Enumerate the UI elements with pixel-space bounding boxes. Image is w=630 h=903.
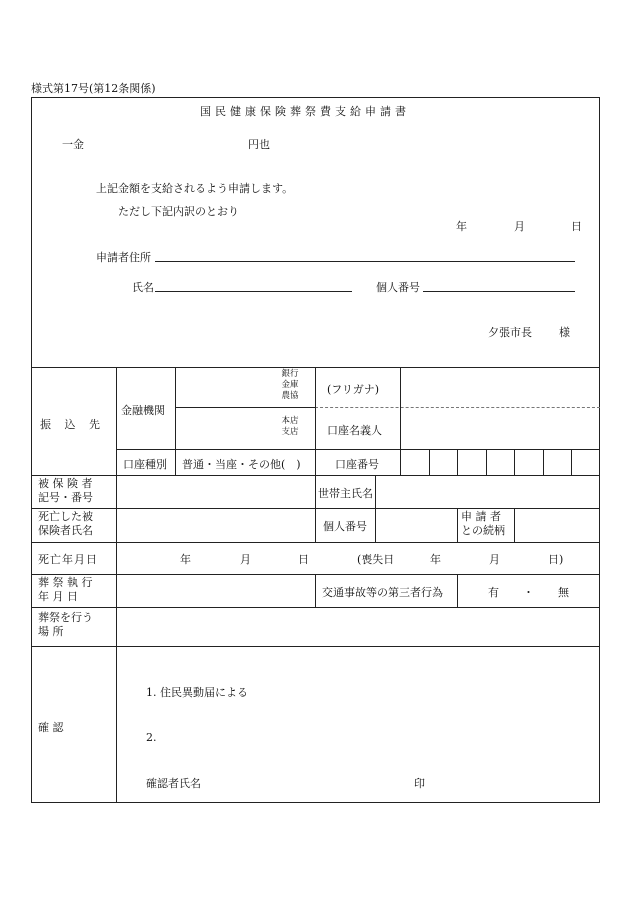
account-digit-divider bbox=[514, 449, 515, 475]
request-statement: 上記金額を支給されるよう申請します。 bbox=[96, 182, 294, 195]
bank-type-bank[interactable]: 銀行 bbox=[281, 369, 299, 379]
third-party-yes[interactable]: 有 bbox=[488, 586, 499, 599]
account-digit-divider bbox=[571, 449, 572, 475]
confirmation-item-2: 2. bbox=[146, 731, 157, 744]
grid-line bbox=[400, 367, 401, 475]
bank-type-credit[interactable]: 金庫 bbox=[281, 380, 299, 390]
grid-line bbox=[514, 508, 515, 542]
application-day-label: 日 bbox=[571, 220, 582, 233]
application-year-label: 年 bbox=[456, 220, 467, 233]
account-digit-divider bbox=[429, 449, 430, 475]
funeral-place-label: 葬祭を行う 場 所 bbox=[38, 611, 93, 638]
grid-line bbox=[457, 574, 458, 607]
application-month-label: 月 bbox=[514, 220, 525, 233]
furigana-label: (フリガナ) bbox=[327, 383, 380, 396]
applicant-name-line[interactable] bbox=[155, 291, 352, 292]
grid-line bbox=[315, 407, 600, 408]
breakdown-note: ただし下記内訳のとおり bbox=[118, 205, 239, 218]
third-party-no[interactable]: 無 bbox=[558, 586, 569, 599]
confirmer-name-label: 確認者氏名 bbox=[146, 777, 201, 790]
account-holder-label: 口座名義人 bbox=[327, 424, 382, 437]
loss-month-label: 月 bbox=[489, 553, 500, 566]
form-number: 様式第17号(第12条関係) bbox=[31, 82, 156, 95]
addressee-honorific: 様 bbox=[559, 326, 570, 339]
loss-day-close: 日) bbox=[548, 553, 564, 566]
bank-type-options bbox=[270, 369, 310, 402]
insured-number-label: 被 保 険 者 記号・番号 bbox=[38, 477, 93, 504]
amount-suffix: 円也 bbox=[248, 138, 270, 151]
grid-line bbox=[116, 367, 117, 803]
death-month-label: 月 bbox=[240, 553, 251, 566]
account-digit-divider bbox=[486, 449, 487, 475]
death-day-label: 日 bbox=[298, 553, 309, 566]
grid-line bbox=[315, 367, 316, 475]
death-year-label: 年 bbox=[180, 553, 191, 566]
grid-line bbox=[315, 574, 316, 607]
bank-type-coop[interactable]: 農協 bbox=[281, 391, 299, 401]
form-title: 国民健康保険葬祭費支給申請書 bbox=[200, 105, 410, 118]
applicant-personal-number-label: 個人番号 bbox=[376, 281, 420, 294]
account-number-label: 口座番号 bbox=[335, 458, 379, 471]
branch-type-options bbox=[270, 416, 310, 438]
third-party-separator: ・ bbox=[523, 586, 534, 599]
loss-date-open: (喪失日 bbox=[357, 553, 395, 566]
account-type-options[interactable]: 普通・当座・その他( ) bbox=[182, 458, 301, 471]
applicant-address-line[interactable] bbox=[155, 261, 575, 262]
branch-type-main[interactable]: 本店 bbox=[281, 416, 299, 426]
grid-line bbox=[175, 367, 176, 449]
amount-prefix: 一金 bbox=[62, 138, 84, 151]
funeral-date-label: 葬 祭 執 行 年 月 日 bbox=[38, 576, 93, 603]
financial-institution-label: 金融機関 bbox=[121, 404, 165, 417]
confirmation-label: 確 認 bbox=[38, 721, 64, 734]
applicant-personal-number-line[interactable] bbox=[423, 291, 575, 292]
applicant-address-label: 申請者住所 bbox=[96, 251, 151, 264]
relationship-label: 申 請 者 との続柄 bbox=[461, 510, 505, 537]
account-digit-divider bbox=[457, 449, 458, 475]
death-date-label: 死亡年月日 bbox=[38, 553, 98, 566]
addressee-name: 夕張市長 bbox=[488, 326, 532, 339]
third-party-act-label: 交通事故等の第三者行為 bbox=[322, 586, 443, 599]
grid-line bbox=[457, 508, 458, 542]
grid-line bbox=[116, 449, 600, 450]
deceased-personal-number-label: 個人番号 bbox=[323, 520, 367, 533]
deceased-name-label: 死亡した被 保険者氏名 bbox=[38, 510, 93, 537]
grid-line bbox=[315, 475, 316, 542]
account-type-label: 口座種別 bbox=[123, 458, 167, 471]
loss-year-label: 年 bbox=[430, 553, 441, 566]
account-digit-divider bbox=[543, 449, 544, 475]
grid-line bbox=[375, 475, 376, 542]
seal-mark: 印 bbox=[414, 777, 425, 790]
confirmation-item-1: 1. 住民異動届による bbox=[146, 686, 248, 699]
household-head-label: 世帯主氏名 bbox=[318, 487, 373, 500]
grid-line bbox=[175, 407, 315, 408]
applicant-name-label: 氏名 bbox=[132, 281, 154, 294]
grid-line bbox=[175, 449, 176, 475]
branch-type-branch[interactable]: 支店 bbox=[281, 427, 299, 437]
transfer-section-label: 振 込 先 bbox=[40, 418, 105, 431]
